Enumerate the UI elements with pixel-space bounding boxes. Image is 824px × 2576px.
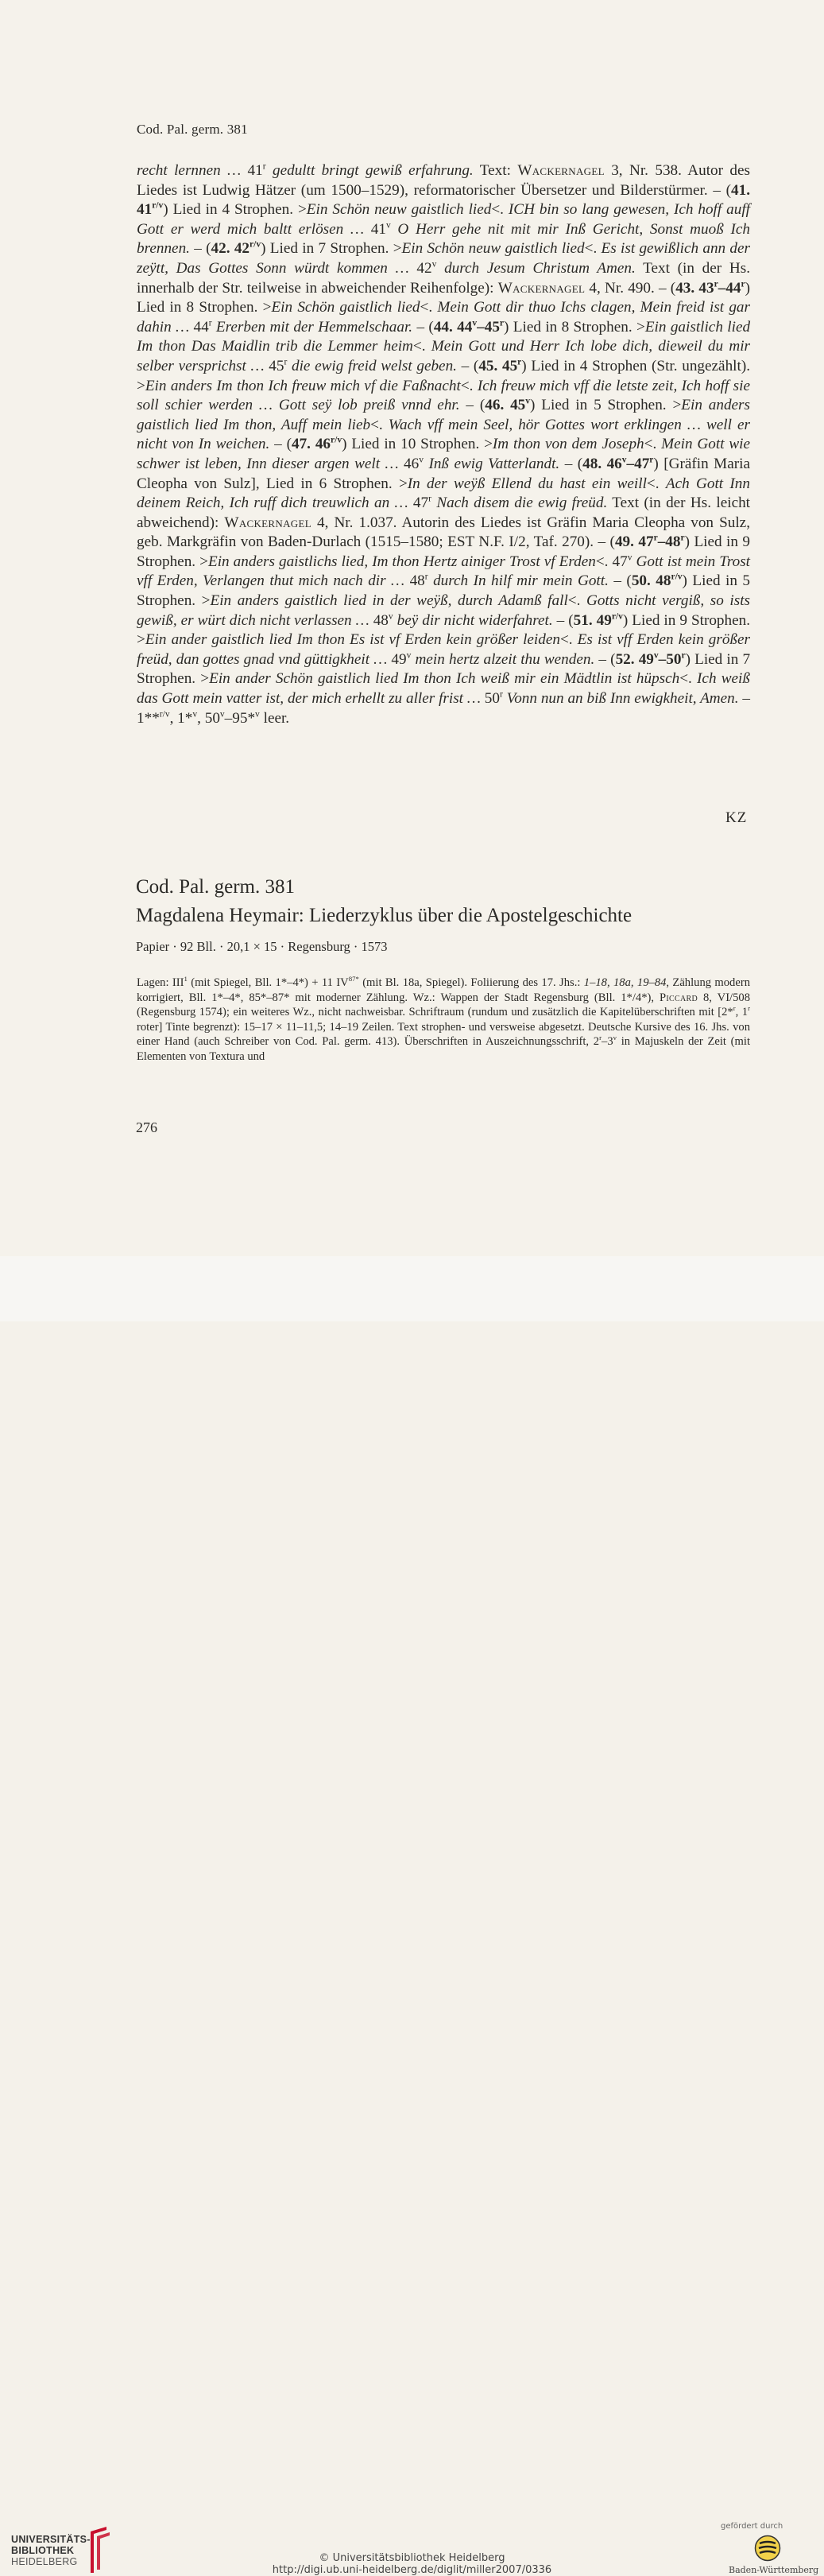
codicological-description: Lagen: III$^1$ (mit Spiegel, Bll. 1*–4*) + 11 $IV^{87*}$ (mit Bl. 18a, Spiegel). Foliierung des 17. Jhs.: 1–18, 18a, 19–84, Zählung modern korrigiert, Bll. 1*–4*, 85*–87* mit moderner Zählung. Wz.: Wappen der Stadt Regensburg (Bll. 1*/4*), Piccard 8, VI/508 (Regensburg 1574); ein weiteres Wz., nicht nachweisbar. Schriftraum (rundum und zusätzlich die Kapitelüberschriften mit [2*$^r$, 1$^r$ roter] Tinte begrenzt): 15–17 × 11–11,5; 14–19 Zeilen. Text strophen- und versweise abgesetzt. Deutsche Kursive des 16. Jhs. von einer Hand (auch Schreiber von Cod. Pal. germ. 413). Überschriften in Auszeichnungsschrift, 2$^r$–3$^v$ in Majuskeln der Zeit (mit Elementen von Textura und: [137, 975, 750, 1063]
baden-wuerttemberg-emblem-icon[interactable]: [754, 2535, 781, 2562]
running-head: Cod. Pal. germ. 381: [137, 122, 248, 137]
copyright-text: © Universitätsbibliothek Heidelberg: [319, 2552, 505, 2564]
entry-signature: Cod. Pal. germ. 381: [136, 876, 295, 898]
funder-label: Baden-Württemberg: [729, 2565, 819, 2575]
footer: [0, 1256, 824, 2576]
funded-by-label: gefördert durch: [721, 2522, 783, 2531]
entry-meta: Papier · 92 Bll. · 20,1 × 15 · Regensburg · 1573: [136, 939, 388, 954]
library-name-line1: UNIVERSITÄTS-: [11, 2534, 91, 2545]
page-number: 276: [136, 1119, 157, 1135]
book-page: [0, 0, 824, 1256]
source-url-link[interactable]: http://digi.ub.uni-heidelberg.de/diglit/miller2007/0336: [272, 2564, 552, 2576]
library-name-line3: HEIDELBERG: [11, 2556, 78, 2567]
body-text: recht lernnen … 41$^r$ gedultt bringt gewiß erfahrung. Text: Wackernagel 3, Nr. 538. Autor des Liedes ist Ludwig Hätzer (um 1500–1529), reformatorischer Übersetzer und Bilderstürmer. – (41. $41^{r/v}$) Lied in 4 Strophen. >Ein Schön neuw gaistlich lied<. ICH bin so lang gewesen, Ich hoff auff Gott er werd mich baltt erlösen … 41$^v$ O Herr gehe nit mit mir Inß Gericht, Sonst muoß Ich brennen. – (42. $42^{r/v}$) Lied in 7 Strophen. >Ein Schön neuw gaistlich lied<. Es ist gewißlich ann der zeÿtt, Das Gottes Sonn würdt kommen … 42$^v$ durch Jesum Christum Amen. Text (in der Hs. innerhalb der Str. teilweise in abweichender Reihenfolge): Wackernagel 4, Nr. 490. – (43. 43$^r$–44$^r$) Lied in 8 Strophen. >Ein Schön gaistlich lied<. Mein Gott dir thuo Ichs clagen, Mein freid ist gar dahin … 44$^r$ Ererben mit der Hemmelschaar. – (44. 44$^v$–45$^r$) Lied in 8 Strophen. >Ein gaistlich lied Im thon Das Maidlin trib die Lemmer heim<. Mein Gott und Herr Ich lobe dich, dieweil du mir selber versprichst … 45$^r$ die ewig freid welst geben. – (45. 45$^r$) Lied in 4 Strophen (Str. ungezählt). >Ein anders Im thon Ich freuw mich vf die Faßnacht<. Ich freuw mich vff die letste zeit, Ich hoff sie soll schier werden … Gott seÿ lob preiß vnnd ehr. – (46. 45$^v$) Lied in 5 Strophen. >Ein anders gaistlich lied Im thon, Auff mein lieb<. Wach vff mein Seel, hör Gottes wort erklingen … well er nicht von In weichen. – (47. $46^{r/v}$) Lied in 10 Strophen. >Im thon von dem Joseph<. Mein Gott wie schwer ist leben, Inn dieser argen welt … 46$^v$ Inß ewig Vatterlandt. – (48. 46$^v$–47$^r$) [Gräfin Maria Cleopha von Sulz], Lied in 6 Strophen. >In der weÿß Ellend du hast ein weill<. Ach Gott Inn deinem Reich, Ich ruff dich treuwlich an … 47$^r$ Nach disem die ewig freüd. Text (in der Hs. leicht abweichend): Wackernagel 4, Nr. 1.037. Autorin des Liedes ist Gräfin Maria Cleopha von Sulz, geb. Markgräfin von Baden-Durlach (1515–1580; EST N.F. I/2, Taf. 270). – (49. 47$^r$–48$^r$) Lied in 9 Strophen. >Ein anders gaistlichs lied, Im thon Hertz ainiger Trost vf Erden<. 47$^v$ Gott ist mein Trost vff Erden, Verlangen thut mich nach dir … 48$^r$ durch In hilf mir mein Gott. – (50. $48^{r/v}$) Lied in 5 Strophen. >Ein anders gaistlich lied in der weÿß, durch Adamß fall<. Gotts nicht vergiß, so ists gewiß, er würt dich nicht verlassen … 48$^v$ beÿ dir nicht widerfahret. – (51. $49^{r/v}$) Lied in 9 Strophen. >Ein ander gaistlich lied Im thon Es ist vf Erden kein größer leiden<. Es ist vff Erden kein größer freüd, dan gottes gnad vnd güttigkheit … 49$^v$ mein hertz alzeit thu wenden. – (52. 49$^v$–50$^r$) Lied in 7 Strophen. >Ein ander Schön gaistlich lied Im thon Ich weiß mir ein Mädtlin ist hüpsch<. Ich weiß das Gott mein vatter ist, der mich erhellt zu aller frist … 50$^r$ Vonn nun an biß Inn ewigkheit, Amen. – 1**$^{r/v}$, 1*$^v$, 50$^v$–95*$^v$ leer.: [137, 161, 751, 727]
author-initials: KZ: [725, 809, 748, 826]
library-name-line2: BIBLIOTHEK: [11, 2545, 75, 2556]
copyright-block: [0, 2552, 824, 2576]
entry-title: Magdalena Heymair: Liederzyklus über die Apostelgeschichte: [136, 905, 633, 926]
